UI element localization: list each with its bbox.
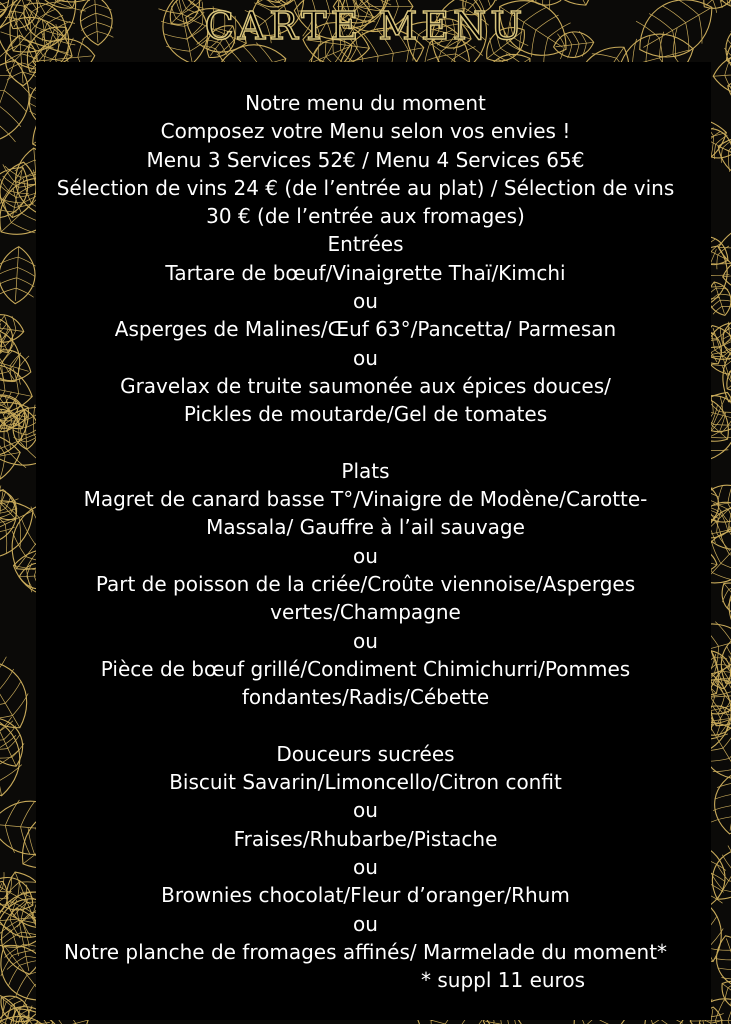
blank-line [0,712,731,740]
section-heading-entrees: Entrées [327,232,404,257]
wine-selection-line-1: Sélection de vins 24 € (de l’entrée au plat) / Sélection de vins [56,175,675,200]
menu-item-line: fondantes/Radis/Cébette [241,685,490,710]
separator-ou: ou [353,543,378,568]
menu-item-line: Part de poisson de la criée/Croûte viennoise/Asperges [95,572,636,597]
menu-item-line: Tartare de bœuf/Vinaigrette Thaï/Kimchi [165,260,566,285]
menu-item-line: Massala/ Gauffre à l’ail sauvage [206,515,525,540]
menu-intro-subtitle: Composez votre Menu selon vos envies ! [160,119,571,144]
separator-ou: ou [353,345,378,370]
section-heading-plats: Plats [341,458,390,483]
menu-item-line: vertes/Champagne [270,600,461,625]
menu-item-line: Pickles de moutarde/Gel de tomates [183,402,548,427]
menu-header-title: CARTE MENU [204,4,527,48]
menu-item-line: Notre planche de fromages affinés/ Marmelade du moment* [63,939,668,964]
menu-item-line: Biscuit Savarin/Limoncello/Citron confit [169,770,562,795]
separator-ou: ou [353,798,378,823]
wine-selection-line-2: 30 € (de l’entrée aux fromages) [206,204,525,229]
blank-line [0,429,731,457]
menu-item-line: Gravelax de truite saumonée aux épices douces/ [120,373,611,398]
menu-item-line: Fraises/Rhubarbe/Pistache [233,826,498,851]
menu-intro-title: Notre menu du moment [245,91,486,115]
menu-prices: Menu 3 Services 52€ / Menu 4 Services 65€ [146,147,585,172]
menu-item-line: Magret de canard basse T°/Vinaigre de Modène/Carotte- [83,487,648,512]
supplement-note: * suppl 11 euros [421,968,585,993]
menu-item-line: Brownies chocolat/Fleur d’oranger/Rhum [161,883,570,908]
section-heading-desserts: Douceurs sucrées [276,741,455,766]
menu-item-line: Pièce de bœuf grillé/Condiment Chimichurri/Pommes [100,656,631,681]
separator-ou: ou [353,911,378,936]
menu-content [0,89,731,995]
menu-item-line: Asperges de Malines/Œuf 63°/Pancetta/ Parmesan [114,317,617,342]
separator-ou: ou [353,855,378,880]
separator-ou: ou [353,628,378,653]
separator-ou: ou [353,289,378,314]
